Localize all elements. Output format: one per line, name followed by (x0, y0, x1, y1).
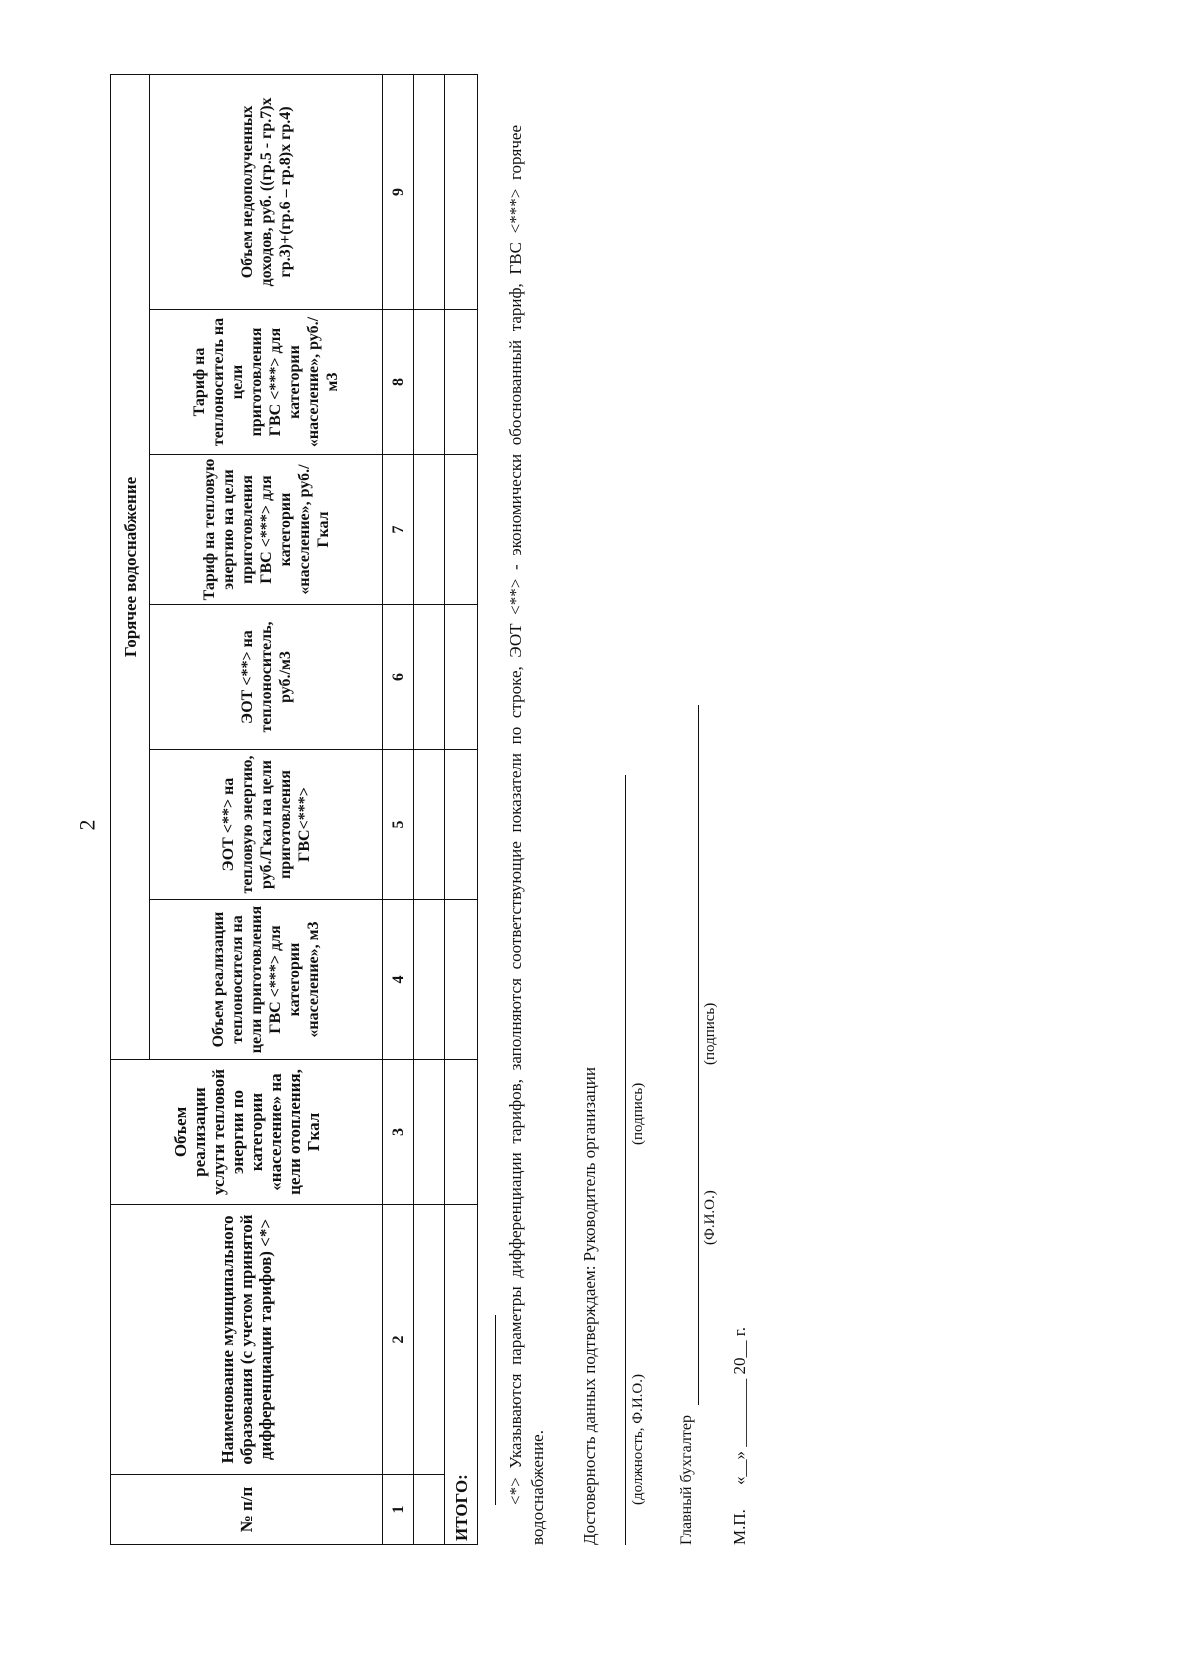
table-cell[interactable] (414, 310, 445, 455)
accountant-signature-line (698, 705, 699, 1405)
col-number: 4 (383, 900, 414, 1060)
total-cell[interactable] (445, 74, 478, 309)
fio-caption: (Ф.И.О.) (702, 1190, 718, 1245)
document-sheet (110, 0, 830, 1545)
col-number: 3 (383, 1060, 414, 1205)
column-number-row (383, 74, 414, 1544)
col-number: 5 (383, 750, 414, 900)
signature-caption-2: (подпись) (702, 1002, 718, 1065)
position-caption: (должность, Ф.И.О.) (630, 1374, 646, 1505)
page-number: 2 (74, 819, 100, 831)
total-label: ИТОГО: (445, 1205, 478, 1545)
total-cell[interactable] (445, 1060, 478, 1205)
head-signature-line (625, 775, 626, 1545)
col-header-9: Объем недополученных доходов, руб. ((гр.5 - гр.7)x гр.3)+(гр.6 – гр.8)x гр.4) (150, 74, 383, 309)
col-header-1: № п/п (111, 1475, 383, 1545)
footnote-text: <*> Указываются параметры дифференциации тарифов, заполняются соответствующие показатели по строке, ЭОТ <**> - экономически обоснованный тариф, ГВС <***> горячее водоснабжение. (506, 125, 547, 1545)
table-cell[interactable] (414, 750, 445, 900)
table-cell[interactable] (414, 1060, 445, 1205)
col-number: 9 (383, 74, 414, 309)
col-number: 1 (383, 1475, 414, 1545)
table-row (414, 74, 445, 1544)
total-cell[interactable] (445, 750, 478, 900)
col-number: 8 (383, 310, 414, 455)
table-cell[interactable] (414, 900, 445, 1060)
col-header-2: Наименование муниципального образования (с учетом принятой дифференциации тарифов) <*> (111, 1205, 383, 1475)
footnote (505, 125, 549, 1545)
total-cell[interactable] (445, 455, 478, 605)
footnote-divider (495, 1315, 496, 1505)
total-cell[interactable] (445, 605, 478, 750)
col-header-7: Тариф на тепловую энергию на цели приготовления ГВС <***> для категории «население», руб./Гкал (150, 455, 383, 605)
total-cell[interactable] (445, 310, 478, 455)
col-header-6: ЭОТ <**> на теплоноситель, руб./м3 (150, 605, 383, 750)
col-number: 2 (383, 1205, 414, 1475)
signature-caption: (подпись) (630, 1082, 646, 1145)
stamp-label: М.П. (730, 1509, 749, 1545)
table-cell[interactable] (414, 455, 445, 605)
tariff-table (110, 74, 478, 1545)
table-cell[interactable] (414, 605, 445, 750)
table-cell[interactable] (414, 1205, 445, 1475)
date-line: «__» ________ 20__ г. (730, 1326, 749, 1485)
chief-accountant-label: Главный бухгалтер (678, 1415, 695, 1545)
col-header-8: Тариф на теплоноситель на цели приготовления ГВС <***> для категории «население», руб./м3 (150, 310, 383, 455)
col-number: 7 (383, 455, 414, 605)
col-header-5: ЭОТ <**> на тепловую энергию, руб./Гкал на цели приготовления ГВС<***> (150, 750, 383, 900)
confirmation-text: Достоверность данных подтверждаем: Руководитель организации (580, 1067, 599, 1545)
col-header-4: Объем реализации теплоносителя на цели приготовления ГВС <***> для категории «население», м3 (150, 900, 383, 1060)
col-header-3: Объем реализации услуги тепловой энергии по категории «население» на цели отопления, Гкал (111, 1060, 383, 1205)
group-header-hot-water: Горячее водоснабжение (111, 74, 150, 1059)
col-number: 6 (383, 605, 414, 750)
total-cell[interactable] (445, 900, 478, 1060)
table-cell[interactable] (414, 1475, 445, 1545)
table-cell[interactable] (414, 74, 445, 309)
total-row (445, 74, 478, 1544)
